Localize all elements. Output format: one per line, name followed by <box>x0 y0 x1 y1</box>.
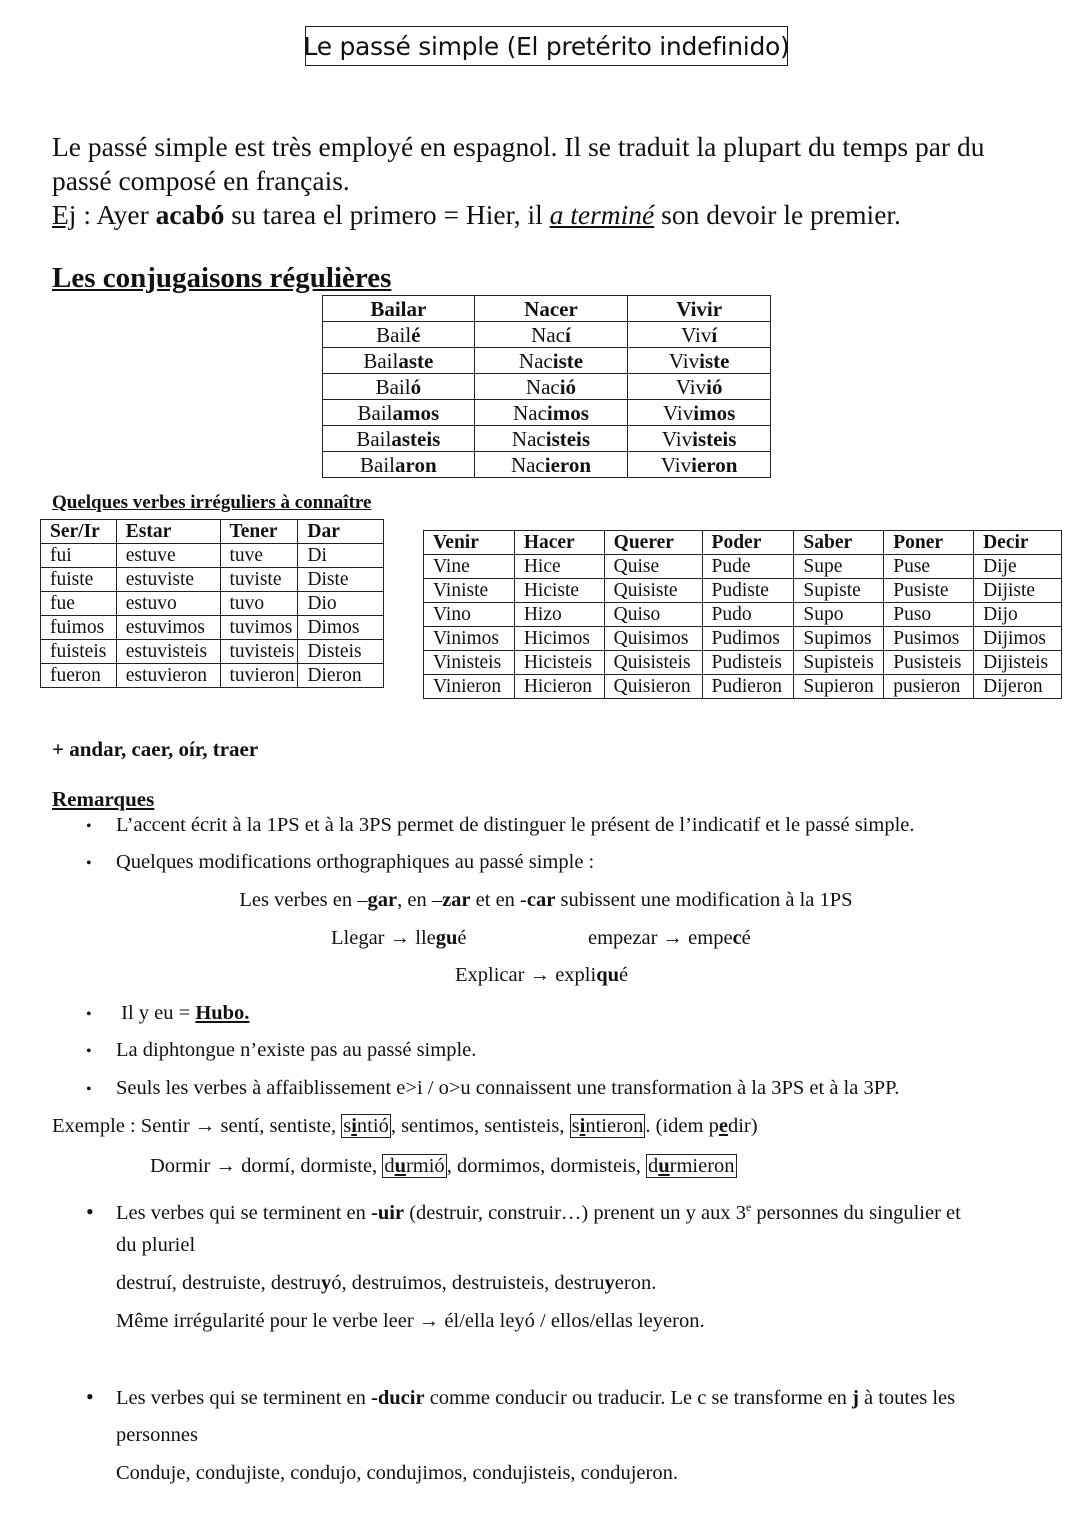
conjugation-cell: Bailé <box>323 322 475 348</box>
conjugation-cell: Viví <box>628 322 771 348</box>
table-row <box>41 592 384 616</box>
conjugation-cell: Dijiste <box>974 579 1062 603</box>
conjugation-cell: tuvieron <box>220 664 298 688</box>
example-explicar <box>455 963 628 987</box>
intro-line-1: Le passé simple est très employé en espagnol. Il se traduit la plupart du temps par du <box>52 131 985 162</box>
conjugation-cell: Dimos <box>298 616 384 640</box>
table-row <box>323 452 771 478</box>
conjugation-cell: Pusiste <box>884 579 974 603</box>
table-row <box>424 555 1062 579</box>
example-text: é <box>457 927 467 949</box>
conjugation-cell: Pudieron <box>702 675 794 699</box>
table-row <box>323 348 771 374</box>
column-header: Vivir <box>628 296 771 322</box>
superscript: e <box>745 1200 752 1214</box>
conjugation-cell: tuviste <box>220 568 298 592</box>
conjugation-cell: tuvisteis <box>220 640 298 664</box>
example-text: empezar → empe <box>588 927 733 949</box>
conjugation-cell: estuvisteis <box>116 640 220 664</box>
conjugation-cell: Dijisteis <box>974 651 1062 675</box>
example-verb: acabó <box>155 199 225 230</box>
remark-text: comme conducir ou traducir. Le c se transforme en <box>424 1387 853 1409</box>
conjugation-cell: fuisteis <box>41 640 117 664</box>
conjugation-cell: fui <box>41 544 117 568</box>
conjugation-cell: Quisiste <box>604 579 702 603</box>
example-dormir <box>150 1154 737 1178</box>
remark-text: Les verbes qui se terminent en <box>116 1387 372 1409</box>
conjugation-cell: Dijimos <box>974 627 1062 651</box>
conjugation-cell: estuve <box>116 544 220 568</box>
intro-line-2: passé composé en français. <box>52 165 350 196</box>
remark-text: personnes du singulier et <box>751 1201 961 1224</box>
conjugation-cell: Nací <box>474 322 628 348</box>
boxed-form: sintió <box>343 1115 389 1137</box>
conjugation-cell: Pudimos <box>702 627 794 651</box>
conjugation-cell: Vinimos <box>424 627 515 651</box>
ortho-rule <box>0 888 1080 912</box>
conjugation-cell: Bailaste <box>323 348 475 374</box>
bullet-icon: • <box>86 1043 92 1060</box>
table-row <box>323 426 771 452</box>
conjugation-cell: pusieron <box>884 675 974 699</box>
conjugation-cell: Dijeron <box>974 675 1062 699</box>
example-text: , dormimos, dormisteis, <box>446 1155 646 1177</box>
conjugation-cell: Vine <box>424 555 515 579</box>
conjugation-cell: Quisisteis <box>604 651 702 675</box>
conjugation-cell: Vivió <box>628 374 771 400</box>
conjugation-cell: Naciste <box>474 348 628 374</box>
conjugation-cell: estuvo <box>116 592 220 616</box>
conjugation-cell: Disteis <box>298 640 384 664</box>
conjugation-cell: Pude <box>702 555 794 579</box>
conjugation-cell: tuvo <box>220 592 298 616</box>
column-header: Querer <box>604 531 702 555</box>
example-text: son devoir le premier. <box>654 199 901 230</box>
conjugation-cell: Supo <box>794 603 884 627</box>
remark-highlight: j <box>852 1387 859 1409</box>
remark-uir-conjugation: destruí, destruiste, destruyó, destruimos, destruisteis, destruyeron. <box>116 1272 657 1294</box>
remark-ducir-line-2: personnes <box>116 1424 198 1446</box>
conjugation-cell: tuvimos <box>220 616 298 640</box>
bullet-icon: • <box>86 818 92 835</box>
conjugation-cell: Quisieron <box>604 675 702 699</box>
rule-ending: zar <box>442 889 471 911</box>
table-row <box>424 579 1062 603</box>
example-text: Dormir → dormí, dormiste, <box>150 1155 383 1177</box>
conjugation-cell: Dije <box>974 555 1062 579</box>
conjugation-cell: Hicisteis <box>514 651 604 675</box>
conjugation-cell: Dijo <box>974 603 1062 627</box>
conjugation-cell: fuimos <box>41 616 117 640</box>
conjugation-cell: estuvimos <box>116 616 220 640</box>
conjugation-cell: Pudiste <box>702 579 794 603</box>
example-text: Explicar → expli <box>455 964 597 986</box>
conjugation-cell: Vinisteis <box>424 651 515 675</box>
column-header: Poder <box>702 531 794 555</box>
example-text: é <box>619 964 629 986</box>
other-irregular-verbs: + andar, caer, oír, traer <box>52 737 259 761</box>
example-text: . (idem p <box>645 1115 719 1137</box>
example-text: su tarea el primero = Hier, il <box>224 199 550 230</box>
example-text: dir) <box>727 1115 758 1137</box>
example-llegar <box>331 926 467 950</box>
conjugation-cell: Viviste <box>628 348 771 374</box>
conjugation-cell: Nacieron <box>474 452 628 478</box>
table-header-row <box>323 296 771 322</box>
example-change: gu <box>435 927 458 949</box>
conjugation-cell: Hicieron <box>514 675 604 699</box>
table-row <box>323 374 771 400</box>
conjugation-cell: Quise <box>604 555 702 579</box>
table-row <box>424 603 1062 627</box>
remark-text: L’accent écrit à la 1PS et à la 3PS permet de distinguer le présent de l’indicatif et le passé simple. <box>116 814 915 836</box>
remark-item-diphtongue <box>86 1038 476 1064</box>
rule-text: Les verbes en – <box>239 889 368 911</box>
remark-text: Seuls les verbes à affaiblissement e>i / o>u connaissent une transformation à la 3PS et à la 3PP. <box>116 1077 900 1099</box>
table-row <box>323 322 771 348</box>
remark-uir-line-2: du pluriel <box>116 1234 196 1256</box>
conjugation-cell: Nacisteis <box>474 426 628 452</box>
conjugation-cell: Supe <box>794 555 884 579</box>
section-heading-irregular: Quelques verbes irréguliers à connaître <box>52 492 372 513</box>
remark-text: La diphtongue n’existe pas au passé simple. <box>116 1039 477 1061</box>
conjugation-cell: fue <box>41 592 117 616</box>
table-row <box>41 640 384 664</box>
remark-ducir-conjugation: Conduje, condujiste, condujo, condujimos, condujisteis, condujeron. <box>116 1462 678 1484</box>
conjugation-cell: Diste <box>298 568 384 592</box>
conjugation-cell: Dio <box>298 592 384 616</box>
section-heading-remarques: Remarques <box>52 787 155 811</box>
table-row <box>424 651 1062 675</box>
boxed-form: durmieron <box>648 1155 735 1177</box>
rule-text: et en - <box>470 889 527 911</box>
column-header: Venir <box>424 531 515 555</box>
irregular-table-1 <box>40 519 384 688</box>
remark-highlight: Hubo. <box>195 1002 250 1024</box>
bullet-icon: • <box>86 1198 94 1224</box>
example-label: Ej <box>52 199 77 230</box>
example-text: Exemple : Sentir → sentí, sentiste, <box>52 1115 342 1137</box>
conjugation-cell: Bailó <box>323 374 475 400</box>
conjugation-cell: Supisteis <box>794 651 884 675</box>
conjugation-cell: Hiciste <box>514 579 604 603</box>
conjugation-cell: Pudo <box>702 603 794 627</box>
table-row <box>424 627 1062 651</box>
bullet-icon: • <box>86 855 92 872</box>
example-translation: a terminé <box>549 199 655 230</box>
table-row <box>424 675 1062 699</box>
table-row <box>323 400 771 426</box>
boxed-form: sintieron <box>571 1115 644 1137</box>
remark-item-ortho <box>86 850 594 876</box>
column-header: Tener <box>220 520 298 544</box>
conjugation-cell: Supiste <box>794 579 884 603</box>
column-header: Saber <box>794 531 884 555</box>
conjugation-cell: Vino <box>424 603 515 627</box>
intro-example <box>52 198 1052 232</box>
conjugation-cell: Viniste <box>424 579 515 603</box>
column-header: Dar <box>298 520 384 544</box>
example-text: é <box>741 927 751 949</box>
conjugation-cell: Nació <box>474 374 628 400</box>
conjugation-cell: Puse <box>884 555 974 579</box>
example-sentir <box>52 1114 758 1138</box>
remark-leer: Même irrégularité pour le verbe leer → él/ella leyó / ellos/ellas leyeron. <box>116 1310 705 1332</box>
table-row <box>41 568 384 592</box>
example-highlight: e <box>718 1115 728 1137</box>
column-header: Decir <box>974 531 1062 555</box>
conjugation-cell: tuve <box>220 544 298 568</box>
conjugation-cell: Hice <box>514 555 604 579</box>
example-change: qu <box>596 964 619 986</box>
conjugation-cell: fuiste <box>41 568 117 592</box>
conjugation-cell: Vinieron <box>424 675 515 699</box>
conjugation-cell: Vivisteis <box>628 426 771 452</box>
column-header: Poner <box>884 531 974 555</box>
table-row <box>41 544 384 568</box>
conjugation-cell: Bailamos <box>323 400 475 426</box>
conjugation-cell: Vivimos <box>628 400 771 426</box>
remark-text: Il y eu = <box>116 1002 196 1024</box>
conjugation-cell: Di <box>298 544 384 568</box>
conjugation-cell: Puso <box>884 603 974 627</box>
conjugation-cell: Supimos <box>794 627 884 651</box>
remark-item-hubo <box>86 1001 249 1027</box>
section-heading-regular: Les conjugaisons régulières <box>52 262 392 294</box>
table-row <box>41 664 384 688</box>
conjugation-cell: Pudisteis <box>702 651 794 675</box>
example-empezar <box>588 926 751 950</box>
conjugation-cell: fueron <box>41 664 117 688</box>
table-header-row <box>41 520 384 544</box>
conjugation-cell: Dieron <box>298 664 384 688</box>
conjugation-cell: Hizo <box>514 603 604 627</box>
column-header: Bailar <box>323 296 475 322</box>
column-header: Hacer <box>514 531 604 555</box>
conjugation-cell: Hicimos <box>514 627 604 651</box>
conjugation-cell: Quiso <box>604 603 702 627</box>
example-change: c <box>732 927 742 949</box>
column-header: Estar <box>116 520 220 544</box>
example-text: : Ayer <box>76 199 156 230</box>
conjugation-cell: Nacimos <box>474 400 628 426</box>
remark-item-accent <box>86 813 915 839</box>
conjugation-cell: Pusisteis <box>884 651 974 675</box>
conjugation-cell: Bailaron <box>323 452 475 478</box>
remark-text: Les verbes qui se terminent en <box>116 1201 372 1224</box>
intro-paragraph <box>52 130 1052 232</box>
remark-ending: -uir <box>371 1201 405 1224</box>
irregular-table-2 <box>423 530 1062 699</box>
remark-item-ducir <box>86 1385 955 1410</box>
rule-text: , en – <box>397 889 443 911</box>
rule-ending: car <box>526 889 556 911</box>
conjugation-cell: Pusimos <box>884 627 974 651</box>
regular-conjugation-table <box>322 295 771 478</box>
remark-ending: -ducir <box>371 1387 425 1409</box>
example-text: , sentimos, sentisteis, <box>390 1115 570 1137</box>
boxed-form: durmió <box>384 1155 445 1177</box>
rule-text: subissent une modification à la 1PS <box>555 889 853 911</box>
document-title: Le passé simple (El pretérito indefinido) <box>305 26 788 66</box>
rule-ending: gar <box>367 889 398 911</box>
remark-item-affaiblissement <box>86 1076 899 1102</box>
bullet-icon: • <box>86 1006 92 1023</box>
remark-text: à toutes les <box>858 1387 956 1409</box>
conjugation-cell: Bailasteis <box>323 426 475 452</box>
conjugation-cell: Vivieron <box>628 452 771 478</box>
bullet-icon: • <box>86 1384 94 1409</box>
remark-item-uir <box>86 1195 961 1225</box>
table-header-row <box>424 531 1062 555</box>
table-row <box>41 616 384 640</box>
example-text: Llegar → lle <box>331 927 436 949</box>
remark-text: (destruir, construir…) prenent un y aux 3 <box>404 1201 746 1224</box>
conjugation-cell: Quisimos <box>604 627 702 651</box>
column-header: Nacer <box>474 296 628 322</box>
remark-text: Quelques modifications orthographiques au passé simple : <box>116 851 595 873</box>
bullet-icon: • <box>86 1081 92 1098</box>
conjugation-cell: estuviste <box>116 568 220 592</box>
conjugation-cell: Supieron <box>794 675 884 699</box>
column-header: Ser/Ir <box>41 520 117 544</box>
conjugation-cell: estuvieron <box>116 664 220 688</box>
